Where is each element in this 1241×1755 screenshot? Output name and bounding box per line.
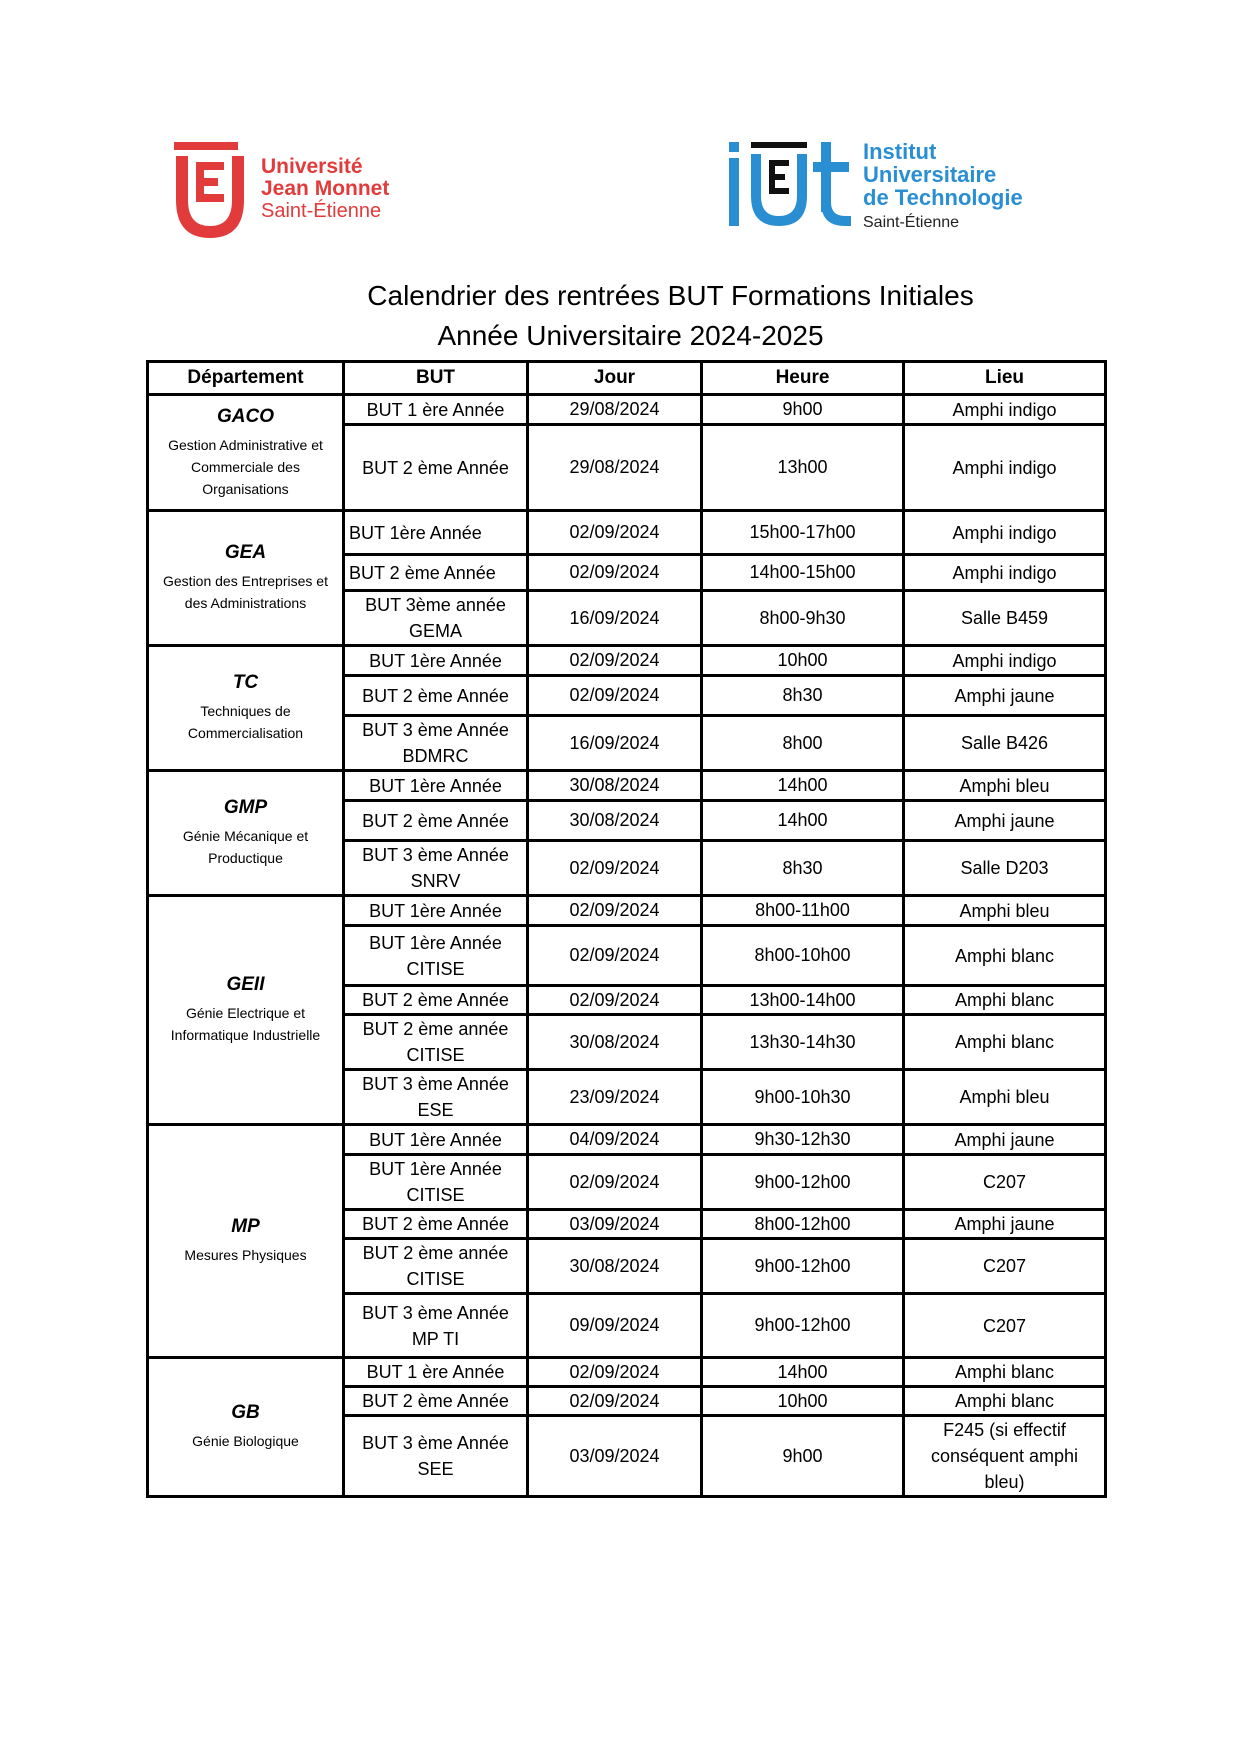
department-code: GB	[231, 1402, 260, 1423]
cell-lieu: Amphi jaune	[904, 1210, 1106, 1239]
cell-heure: 9h00	[702, 1416, 904, 1497]
cell-jour: 30/08/2024	[528, 1015, 702, 1070]
cell-but: BUT 3 ème Année SNRV	[344, 841, 528, 896]
department-name: Génie Electrique et Informatique Industrielle	[170, 1005, 321, 1043]
cell-lieu: C207	[904, 1239, 1106, 1294]
cell-lieu: Amphi bleu	[904, 771, 1106, 801]
department-cell	[148, 771, 344, 896]
department-name: Gestion des Entreprises et des Administrations	[163, 573, 328, 611]
cell-lieu: Amphi indigo	[904, 555, 1106, 591]
cell-heure: 8h00-10h00	[702, 926, 904, 986]
ujm-name-line3: Saint-Étienne	[261, 200, 382, 222]
cell-jour: 09/09/2024	[528, 1294, 702, 1358]
ujm-name-line1: Université	[261, 155, 363, 178]
department-name: Mesures Physiques	[184, 1247, 307, 1263]
cell-lieu: Amphi jaune	[904, 801, 1106, 841]
cell-jour: 02/09/2024	[528, 1358, 702, 1387]
table-row	[148, 646, 1106, 676]
iut-logo	[727, 140, 1057, 236]
cell-but: BUT 2 ème année CITISE	[344, 1239, 528, 1294]
cell-heure: 8h00-9h30	[702, 591, 904, 646]
table-row	[148, 1125, 1106, 1155]
cell-heure: 10h00	[702, 1387, 904, 1416]
table-row	[148, 896, 1106, 926]
iut-name-line4: Saint-Étienne	[863, 214, 960, 231]
header-lieu: Lieu	[904, 362, 1106, 395]
cell-but: BUT 3 ème Année MP TI	[344, 1294, 528, 1358]
cell-but: BUT 2 ème Année	[344, 986, 528, 1015]
table-row	[148, 511, 1106, 555]
department-code: TC	[232, 672, 259, 693]
cell-heure: 9h00-12h00	[702, 1294, 904, 1358]
cell-but: BUT 3ème année GEMA	[344, 591, 528, 646]
iut-name-line3: de Technologie	[863, 185, 1023, 210]
cell-lieu: C207	[904, 1155, 1106, 1210]
department-cell	[148, 511, 344, 646]
cell-lieu: Amphi indigo	[904, 511, 1106, 555]
ujm-logo	[172, 142, 432, 242]
cell-but: BUT 2 ème année CITISE	[344, 1015, 528, 1070]
cell-heure: 15h00-17h00	[702, 511, 904, 555]
cell-jour: 29/08/2024	[528, 425, 702, 511]
cell-heure: 8h00-12h00	[702, 1210, 904, 1239]
cell-jour: 04/09/2024	[528, 1125, 702, 1155]
cell-lieu: Salle B426	[904, 716, 1106, 771]
iut-mark-icon	[727, 140, 857, 230]
cell-lieu: Amphi blanc	[904, 926, 1106, 986]
table-row	[148, 1358, 1106, 1387]
cell-lieu: Salle B459	[904, 591, 1106, 646]
document-title: Calendrier des rentrées BUT Formations Initiales	[367, 280, 974, 311]
cell-heure: 9h00	[702, 395, 904, 425]
cell-jour: 02/09/2024	[528, 676, 702, 716]
cell-lieu: Amphi blanc	[904, 1358, 1106, 1387]
cell-lieu: Amphi blanc	[904, 1015, 1106, 1070]
department-code: GACO	[217, 405, 274, 427]
cell-jour: 02/09/2024	[528, 1387, 702, 1416]
cell-heure: 14h00	[702, 801, 904, 841]
cell-jour: 02/09/2024	[528, 841, 702, 896]
cell-but: BUT 2 ème Année	[344, 425, 528, 511]
cell-heure: 14h00	[702, 1358, 904, 1387]
cell-but: BUT 2 ème Année	[344, 1387, 528, 1416]
cell-but: BUT 1 ère Année	[344, 1358, 528, 1387]
cell-heure: 9h30-12h30	[702, 1125, 904, 1155]
cell-heure: 13h30-14h30	[702, 1015, 904, 1070]
cell-but: BUT 3 ème Année ESE	[344, 1070, 528, 1125]
department-cell	[148, 1125, 344, 1358]
cell-jour: 02/09/2024	[528, 986, 702, 1015]
cell-jour: 02/09/2024	[528, 646, 702, 676]
table-header-row	[148, 362, 1106, 395]
cell-heure: 10h00	[702, 646, 904, 676]
cell-jour: 30/08/2024	[528, 801, 702, 841]
cell-jour: 03/09/2024	[528, 1416, 702, 1497]
department-code: MP	[231, 1216, 260, 1237]
cell-jour: 02/09/2024	[528, 926, 702, 986]
cell-lieu: Amphi indigo	[904, 646, 1106, 676]
cell-lieu: F245 (si effectif conséquent amphi bleu)	[904, 1416, 1106, 1497]
cell-heure: 9h00-12h00	[702, 1239, 904, 1294]
department-code: GEII	[226, 974, 265, 995]
cell-jour: 29/08/2024	[528, 395, 702, 425]
cell-but: BUT 2 ème Année	[344, 676, 528, 716]
cell-jour: 30/08/2024	[528, 771, 702, 801]
cell-jour: 02/09/2024	[528, 511, 702, 555]
cell-heure: 13h00-14h00	[702, 986, 904, 1015]
cell-but: BUT 1ère Année CITISE	[344, 1155, 528, 1210]
cell-jour: 02/09/2024	[528, 1155, 702, 1210]
header-but: BUT	[344, 362, 528, 395]
cell-but: BUT 1 ère Année	[344, 395, 528, 425]
department-cell	[148, 1358, 344, 1497]
department-cell	[148, 896, 344, 1125]
cell-lieu: C207	[904, 1294, 1106, 1358]
department-name: Génie Biologique	[192, 1433, 299, 1449]
cell-heure: 8h30	[702, 676, 904, 716]
ujm-mark-icon	[172, 142, 248, 242]
iut-name-line2: Universitaire	[863, 162, 997, 187]
department-code: GMP	[223, 797, 268, 818]
document-subtitle: Année Universitaire 2024-2025	[437, 320, 824, 351]
cell-heure: 9h00-10h30	[702, 1070, 904, 1125]
cell-jour: 03/09/2024	[528, 1210, 702, 1239]
department-code: GEA	[224, 542, 267, 563]
department-name: Techniques de Commercialisation	[187, 703, 304, 741]
cell-lieu: Amphi blanc	[904, 1387, 1106, 1416]
cell-but: BUT 1ère Année CITISE	[344, 926, 528, 986]
cell-heure: 14h00	[702, 771, 904, 801]
department-cell	[148, 395, 344, 511]
cell-but: BUT 2 ème Année	[344, 555, 528, 591]
cell-lieu: Amphi jaune	[904, 1125, 1106, 1155]
iut-name-line1: Institut	[863, 139, 937, 164]
cell-jour: 16/09/2024	[528, 716, 702, 771]
cell-heure: 14h00-15h00	[702, 555, 904, 591]
cell-but: BUT 1ère Année	[344, 771, 528, 801]
cell-but: BUT 1ère Année	[344, 511, 528, 555]
cell-heure: 8h30	[702, 841, 904, 896]
cell-heure: 8h00-11h00	[702, 896, 904, 926]
department-name: Génie Mécanique et Productique	[182, 828, 309, 866]
table-row	[148, 771, 1106, 801]
cell-jour: 02/09/2024	[528, 896, 702, 926]
cell-but: BUT 2 ème Année	[344, 801, 528, 841]
table-row	[148, 395, 1106, 425]
header-jour: Jour	[528, 362, 702, 395]
cell-but: BUT 1ère Année	[344, 1125, 528, 1155]
cell-but: BUT 2 ème Année	[344, 1210, 528, 1239]
cell-lieu: Amphi indigo	[904, 425, 1106, 511]
cell-heure: 8h00	[702, 716, 904, 771]
cell-but: BUT 3 ème Année BDMRC	[344, 716, 528, 771]
department-cell	[148, 646, 344, 771]
cell-but: BUT 3 ème Année SEE	[344, 1416, 528, 1497]
ujm-name-line2: Jean Monnet	[261, 177, 390, 200]
cell-lieu: Amphi bleu	[904, 1070, 1106, 1125]
cell-heure: 9h00-12h00	[702, 1155, 904, 1210]
cell-lieu: Salle D203	[904, 841, 1106, 896]
header-heure: Heure	[702, 362, 904, 395]
cell-lieu: Amphi blanc	[904, 986, 1106, 1015]
cell-jour: 23/09/2024	[528, 1070, 702, 1125]
cell-heure: 13h00	[702, 425, 904, 511]
department-name: Gestion Administrative et Commerciale des Organisations	[168, 436, 323, 497]
cell-but: BUT 1ère Année	[344, 896, 528, 926]
cell-jour: 02/09/2024	[528, 555, 702, 591]
header-departement: Département	[148, 362, 344, 395]
cell-lieu: Amphi bleu	[904, 896, 1106, 926]
table-body	[148, 395, 1106, 1497]
schedule-table	[146, 360, 1107, 1498]
cell-lieu: Amphi indigo	[904, 395, 1106, 425]
cell-jour: 16/09/2024	[528, 591, 702, 646]
cell-but: BUT 1ère Année	[344, 646, 528, 676]
cell-jour: 30/08/2024	[528, 1239, 702, 1294]
cell-lieu: Amphi jaune	[904, 676, 1106, 716]
